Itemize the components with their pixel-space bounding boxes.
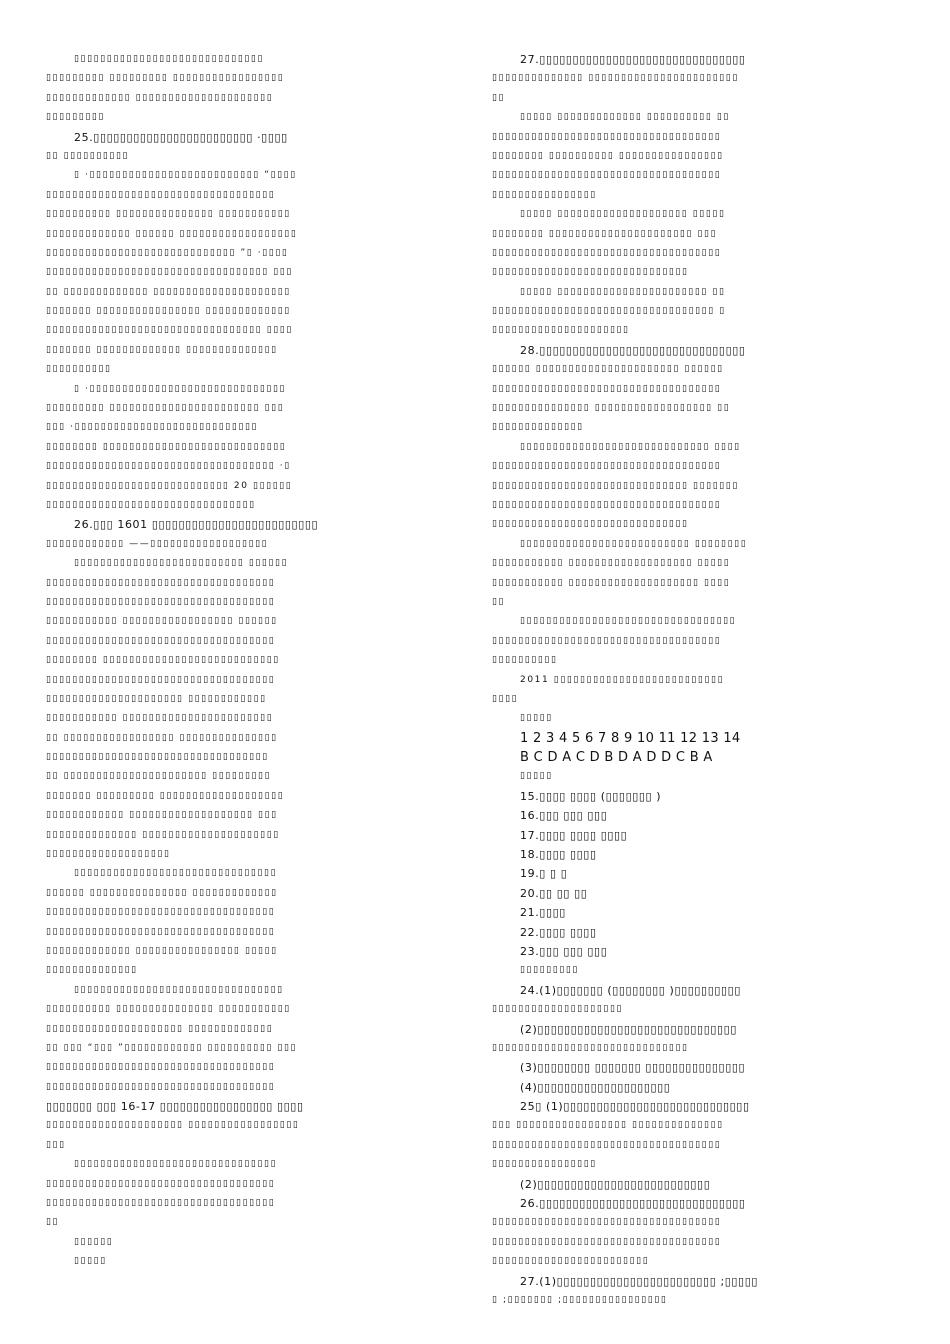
left-column-line: ▯▯▯▯▯▯▯▯▯▯▯▯▯▯▯▯▯▯▯▯▯▯▯▯▯▯▯▯▯▯▯▯▯▯▯: [46, 926, 276, 937]
right-column-line: ▯ ;▯▯▯▯▯▯▯ ;▯▯▯▯▯▯▯▯▯▯▯▯▯▯▯▯: [492, 1295, 668, 1305]
left-column-line: ▯▯▯▯▯▯▯▯▯▯▯▯▯▯▯▯▯▯▯▯▯ ▯▯▯▯▯▯▯▯▯▯▯▯▯▯▯▯▯: [46, 1120, 300, 1131]
left-column-line: ▯▯▯▯▯▯▯▯▯▯▯ ▯▯▯▯▯▯▯▯▯▯▯▯▯▯▯▯▯ ▯▯▯▯▯▯: [46, 616, 278, 627]
right-column-line: ▯▯▯▯▯▯▯▯▯▯▯▯▯▯▯▯▯▯▯▯▯▯▯▯▯▯▯▯▯▯▯▯▯▯▯: [492, 635, 722, 646]
left-column-line: ▯▯▯▯▯▯▯▯▯ ▯▯▯▯▯▯▯▯▯▯▯▯▯▯▯▯▯▯▯▯▯▯▯ ▯▯▯: [46, 403, 285, 414]
left-column-line: ▯▯▯▯▯▯▯▯▯▯▯▯ ——▯▯▯▯▯▯▯▯▯▯▯▯▯▯▯▯▯▯: [46, 538, 269, 549]
right-column-line: ▯▯▯▯▯▯▯▯▯▯▯▯▯▯▯▯▯▯▯▯▯▯▯▯▯▯▯▯▯▯▯▯▯▯▯: [492, 1236, 722, 1247]
right-column-line: 2011 ▯▯▯▯▯▯▯▯▯▯▯▯▯▯▯▯▯▯▯▯▯▯▯▯▯▯: [520, 674, 725, 685]
right-column-line: ▯▯▯▯▯▯▯▯▯▯▯▯▯▯▯▯▯▯▯▯▯▯▯▯: [492, 1256, 650, 1267]
right-column-line: 28.▯▯▯▯▯▯▯▯▯▯▯▯▯▯▯▯▯▯▯▯▯▯▯▯▯▯▯▯▯▯▯: [520, 343, 746, 357]
left-column-line: ▯▯ ▯▯▯▯▯▯▯▯▯▯: [46, 150, 130, 161]
right-column-line: ▯▯▯▯▯▯▯▯▯▯▯▯▯▯▯▯▯▯▯▯▯▯▯▯▯▯▯▯▯▯▯▯▯▯▯: [492, 383, 722, 394]
left-column-line: ▯▯ ▯▯▯▯▯▯▯▯▯▯▯▯▯▯▯▯▯ ▯▯▯▯▯▯▯▯▯▯▯▯▯▯▯: [46, 732, 278, 743]
right-column-line: ▯▯▯▯▯▯▯▯▯▯▯▯▯▯▯▯▯▯▯▯▯▯▯▯▯▯▯▯▯ ▯▯▯▯: [520, 441, 741, 452]
right-column-line: ▯▯▯▯▯▯▯▯▯▯▯▯▯▯▯ ▯▯▯▯▯▯▯▯▯▯▯▯▯▯▯▯▯▯ ▯▯: [492, 403, 731, 414]
left-column-line: ▯▯▯▯▯▯▯▯▯▯▯▯▯▯▯▯▯▯▯▯▯▯▯▯▯▯▯▯▯▯▯▯▯▯▯: [46, 674, 276, 685]
right-column-line: (3)▯▯▯▯▯▯▯▯ ▯▯▯▯▯▯▯ ▯▯▯▯▯▯▯▯▯▯▯▯▯▯▯: [520, 1061, 746, 1075]
right-column-line: ▯▯▯▯▯▯▯▯▯▯▯▯▯▯▯▯▯▯▯▯▯: [492, 325, 630, 336]
left-column-line: ▯▯▯▯▯▯▯▯▯▯▯▯▯▯▯▯▯▯▯▯▯ ▯▯▯▯▯▯▯▯▯▯▯▯: [46, 693, 267, 704]
right-column-line: ▯▯▯▯▯▯▯▯▯▯▯▯▯▯▯▯▯▯▯▯▯▯▯▯▯▯▯▯▯▯▯▯▯▯▯: [492, 247, 722, 258]
right-column-line: 22.▯▯▯▯ ▯▯▯▯: [520, 925, 597, 939]
left-column-line: ▯▯▯▯▯▯▯▯▯▯▯▯▯▯: [46, 965, 138, 976]
right-column-line: (2)▯▯▯▯▯▯▯▯▯▯▯▯▯▯▯▯▯▯▯▯▯▯▯▯▯▯▯▯▯▯: [520, 1022, 737, 1036]
right-column-line: ▯▯▯▯▯▯▯▯▯▯▯▯▯▯▯▯▯▯▯▯▯▯▯▯▯▯▯▯▯▯▯▯▯▯▯: [492, 461, 722, 472]
left-column-line: ▯▯ ▯▯▯ “▯▯▯ ”▯▯▯▯▯▯▯▯▯▯▯▯ ▯▯▯▯▯▯▯▯▯▯ ▯▯▯: [46, 1042, 298, 1053]
right-column-line: ▯▯▯▯▯ ▯▯▯▯▯▯▯▯▯▯▯▯▯▯▯▯▯▯▯▯▯▯▯ ▯▯: [520, 286, 726, 297]
right-column-line: ▯▯▯▯▯▯▯▯▯▯▯▯▯▯▯▯▯▯▯▯▯▯▯▯▯▯▯▯▯▯: [492, 519, 689, 530]
right-column-line: ▯▯▯▯▯▯▯▯▯: [520, 965, 579, 976]
left-column-line: 25.▯▯▯▯▯▯▯▯▯▯▯▯▯▯▯▯▯▯▯▯▯▯▯▯ ·▯▯▯▯: [74, 130, 288, 144]
left-column-line: ▯▯▯▯▯▯▯▯▯▯▯▯▯▯▯▯▯▯▯▯▯▯▯▯▯▯▯▯▯▯▯: [74, 868, 278, 879]
left-column-line: ▯▯▯▯▯▯▯▯ ▯▯▯▯▯▯▯▯▯▯▯▯▯▯▯▯▯▯▯▯▯▯▯▯▯▯▯▯: [46, 441, 287, 452]
right-column-line: 18.▯▯▯▯ ▯▯▯▯: [520, 848, 597, 862]
right-column-line: ▯▯▯▯▯▯▯▯▯▯▯▯▯▯▯▯▯▯▯▯▯▯▯▯▯▯ ▯▯▯▯▯▯▯▯: [520, 538, 748, 549]
right-column-line: ▯▯▯▯▯▯▯▯▯▯▯▯▯▯▯▯▯▯▯▯▯▯▯▯▯▯▯▯▯▯: [492, 1042, 689, 1053]
left-column-line: ▯▯▯▯▯▯▯▯▯▯ ▯▯▯▯▯▯▯▯▯▯▯▯▯▯▯ ▯▯▯▯▯▯▯▯▯▯▯: [46, 209, 291, 220]
left-column-line: ▯▯▯▯▯▯ ▯▯▯▯▯▯▯▯▯▯▯▯▯▯▯ ▯▯▯▯▯▯▯▯▯▯▯▯▯: [46, 887, 278, 898]
right-column-line: ▯▯▯▯▯▯▯▯▯▯▯▯▯▯▯▯▯▯▯▯: [492, 1004, 624, 1015]
right-column-line: ▯▯▯▯▯▯▯▯▯▯▯▯▯▯▯▯: [492, 1159, 597, 1170]
left-column-line: ▯▯▯ ·▯▯▯▯▯▯▯▯▯▯▯▯▯▯▯▯▯▯▯▯▯▯▯▯▯▯▯▯: [46, 422, 259, 433]
right-column-line: ▯▯▯▯▯▯ ▯▯▯▯▯▯▯▯▯▯▯▯▯▯▯▯▯▯▯▯▯▯ ▯▯▯▯▯▯: [492, 364, 724, 375]
left-column-line: ▯▯ ▯▯▯▯▯▯▯▯▯▯▯▯▯▯▯▯▯▯▯▯▯▯ ▯▯▯▯▯▯▯▯▯: [46, 771, 272, 782]
right-column-line: ▯▯▯▯▯▯▯▯▯▯▯▯▯▯: [492, 422, 584, 433]
left-column-line: ▯▯▯▯▯▯▯▯▯▯▯▯▯▯▯▯▯▯▯▯▯▯▯▯▯▯▯▯▯▯▯▯▯▯▯: [46, 1178, 276, 1189]
left-column-line: 26.▯▯▯ 1601 ▯▯▯▯▯▯▯▯▯▯▯▯▯▯▯▯▯▯▯▯▯▯▯▯▯: [74, 518, 319, 532]
left-column-line: ▯▯▯▯▯▯▯▯▯▯▯▯▯▯▯▯▯▯▯▯▯▯▯▯▯▯▯▯▯: [74, 54, 265, 64]
right-column-line: ▯▯▯▯▯▯▯▯ ▯▯▯▯▯▯▯▯▯▯▯▯▯▯▯▯▯▯▯▯▯▯ ▯▯▯: [492, 228, 718, 239]
left-column-line: ▯▯▯▯▯▯▯▯▯▯▯▯▯▯▯▯▯▯▯: [46, 849, 171, 860]
left-column-line: ▯▯: [46, 1217, 60, 1228]
right-column-line: ▯▯▯▯▯▯▯▯▯▯▯▯▯▯▯▯▯▯▯▯▯▯▯▯▯▯▯▯▯▯ ▯▯▯▯▯▯▯: [492, 480, 739, 491]
left-column-line: ▯▯▯▯▯▯▯▯▯▯▯▯▯▯▯▯▯▯▯▯▯▯▯▯▯▯▯▯▯▯▯▯▯▯▯: [46, 907, 276, 918]
left-column-line: ▯▯▯▯▯▯▯▯▯▯▯▯▯▯▯▯▯▯▯▯▯▯▯▯▯▯ ▯▯▯▯▯▯: [74, 558, 289, 569]
right-column-line: ▯▯▯▯▯▯▯▯▯▯▯▯▯▯▯▯▯▯▯▯▯▯▯▯▯▯▯▯▯▯▯▯▯▯▯: [492, 499, 722, 510]
right-column-line: ▯▯▯▯▯▯▯▯▯▯▯▯▯▯▯▯▯▯▯▯▯▯▯▯▯▯▯▯▯▯: [492, 267, 689, 278]
left-column-line: ▯▯▯▯▯▯▯▯▯▯▯▯▯▯▯▯▯▯▯▯▯▯▯▯▯▯▯▯▯▯▯: [74, 1159, 278, 1170]
right-column-line: ▯▯▯▯▯▯▯▯▯▯▯▯▯▯▯▯▯▯▯▯▯▯▯▯▯▯▯▯▯▯▯▯▯▯▯: [492, 1217, 722, 1228]
left-column-line: ▯▯▯▯▯▯▯▯▯▯▯▯▯ ▯▯▯▯▯▯ ▯▯▯▯▯▯▯▯▯▯▯▯▯▯▯▯▯▯: [46, 228, 298, 239]
left-column-line: ▯▯▯▯▯▯▯▯▯▯▯▯▯▯▯▯▯▯▯▯▯▯▯▯▯▯▯▯▯▯▯▯: [46, 499, 256, 510]
right-column-line: ▯▯▯▯▯ ▯▯▯▯▯▯▯▯▯▯▯▯▯▯▯▯▯▯▯▯ ▯▯▯▯▯: [520, 209, 726, 220]
left-column-line: ▯▯▯▯▯▯▯▯▯▯▯▯▯▯▯▯▯▯▯▯▯▯▯▯▯▯▯▯▯ ”▯ ·▯▯▯▯: [46, 247, 289, 258]
left-column-line: ▯▯▯▯▯▯▯▯▯▯▯▯▯▯▯▯▯▯▯▯▯▯▯▯▯▯▯▯▯▯▯▯▯▯: [46, 752, 269, 763]
left-column-line: ▯▯▯▯▯▯▯▯▯▯▯▯▯▯▯▯▯▯▯▯▯▯▯▯▯▯▯▯▯▯▯▯▯▯▯ ·▯: [46, 461, 291, 472]
left-column-line: ▯▯▯▯▯▯▯▯▯▯▯▯ ▯▯▯▯▯▯▯▯▯▯▯▯▯▯▯▯▯▯▯ ▯▯▯: [46, 810, 278, 821]
right-column-line: ▯▯▯▯▯▯▯▯▯▯▯▯▯▯▯▯: [492, 189, 597, 200]
left-column-line: ▯▯▯▯▯▯▯▯▯▯▯▯▯▯▯▯▯▯▯▯▯▯▯▯▯▯▯▯▯▯▯▯▯▯▯: [46, 1198, 276, 1209]
right-column-line: ▯▯▯▯▯▯▯▯▯▯▯▯▯▯▯▯▯▯▯▯▯▯▯▯▯▯▯▯▯▯▯▯▯▯ ▯: [492, 306, 726, 317]
right-column-line: ▯▯▯▯▯ ▯▯▯▯▯▯▯▯▯▯▯▯▯ ▯▯▯▯▯▯▯▯▯▯ ▯▯: [520, 112, 730, 123]
left-column-line: ▯▯▯: [46, 1139, 66, 1150]
right-column: [492, 50, 902, 1310]
right-column-line: 23.▯▯▯ ▯▯▯ ▯▯▯: [520, 944, 608, 958]
right-column-line: 19.▯ ▯ ▯: [520, 867, 568, 881]
left-column-line: ▯▯ ▯▯▯▯▯▯▯▯▯▯▯▯▯ ▯▯▯▯▯▯▯▯▯▯▯▯▯▯▯▯▯▯▯▯▯: [46, 286, 291, 297]
right-column-line: 26.▯▯▯▯▯▯▯▯▯▯▯▯▯▯▯▯▯▯▯▯▯▯▯▯▯▯▯▯▯▯▯: [520, 1197, 746, 1211]
left-column-line: ▯▯▯▯▯▯▯▯▯▯▯▯▯▯▯▯▯▯▯▯▯▯▯▯▯▯▯▯▯▯▯▯▯▯▯: [46, 189, 276, 200]
left-column-line: ▯▯▯▯▯▯▯▯▯▯▯▯▯▯▯▯▯▯▯▯▯▯▯▯▯▯▯▯▯▯▯▯▯▯▯: [46, 577, 276, 588]
left-column-line: ▯▯▯▯▯▯▯▯▯▯▯▯▯▯▯▯▯▯▯▯▯▯▯▯▯▯▯▯▯▯▯▯▯ ▯▯▯▯: [46, 325, 293, 336]
right-column-line: ▯▯▯▯▯▯▯▯▯▯: [492, 655, 558, 666]
right-column-line: ▯▯▯▯▯: [520, 713, 553, 724]
left-column-line: ▯ ·▯▯▯▯▯▯▯▯▯▯▯▯▯▯▯▯▯▯▯▯▯▯▯▯▯▯ “▯▯▯▯: [74, 170, 297, 181]
right-column-line: ▯▯▯▯▯▯▯▯▯▯▯▯▯▯ ▯▯▯▯▯▯▯▯▯▯▯▯▯▯▯▯▯▯▯▯▯▯▯: [492, 73, 739, 84]
left-column-line: ▯▯▯▯▯▯▯▯▯▯▯▯▯ ▯▯▯▯▯▯▯▯▯▯▯▯▯▯▯▯▯▯▯▯▯: [46, 92, 274, 103]
right-column-line: ▯▯: [492, 596, 506, 607]
left-column-line: ▯▯▯▯▯▯▯▯▯▯▯ ▯▯▯▯▯▯▯▯▯▯▯▯▯▯▯▯▯▯▯▯▯▯▯: [46, 713, 274, 724]
right-column-line: 24.(1)▯▯▯▯▯▯▯ (▯▯▯▯▯▯▯▯ )▯▯▯▯▯▯▯▯▯▯: [520, 983, 741, 997]
right-column-line: ▯▯▯▯▯: [520, 771, 553, 782]
right-column-line: (4)▯▯▯▯▯▯▯▯▯▯▯▯▯▯▯▯▯▯▯▯: [520, 1080, 671, 1094]
left-column-line: ▯▯▯▯▯▯▯▯▯▯: [46, 364, 112, 375]
right-column-line: 20.▯▯ ▯▯ ▯▯: [520, 886, 588, 900]
left-column-line: ▯▯▯▯▯: [74, 1256, 107, 1267]
left-column-line: ▯▯▯▯▯▯▯▯▯▯▯▯▯▯▯▯▯▯▯▯▯▯▯▯▯▯▯▯▯▯▯▯▯▯▯: [46, 1062, 276, 1073]
left-column: [46, 50, 446, 1272]
left-column-line: ▯ ·▯▯▯▯▯▯▯▯▯▯▯▯▯▯▯▯▯▯▯▯▯▯▯▯▯▯▯▯▯▯: [74, 383, 287, 394]
left-column-line: ▯▯▯▯▯▯▯▯▯▯▯▯▯▯ ▯▯▯▯▯▯▯▯▯▯▯▯▯▯▯▯▯▯▯▯▯: [46, 829, 280, 840]
left-column-line: ▯▯▯▯▯▯▯▯▯▯▯▯▯▯▯▯▯▯▯▯▯ ▯▯▯▯▯▯▯▯▯▯▯▯▯: [46, 1023, 274, 1034]
left-column-line: ▯▯▯▯▯▯▯▯▯: [46, 112, 105, 123]
left-column-line: ▯▯▯▯▯▯▯▯▯ ▯▯▯▯▯▯▯▯▯ ▯▯▯▯▯▯▯▯▯▯▯▯▯▯▯▯▯: [46, 73, 285, 84]
right-column-line: ▯▯▯▯▯▯▯▯▯▯▯▯▯▯▯▯▯▯▯▯▯▯▯▯▯▯▯▯▯▯▯▯▯▯▯: [492, 131, 722, 142]
right-column-line: 16.▯▯▯ ▯▯▯ ▯▯▯: [520, 809, 608, 823]
left-column-line: ▯▯▯▯▯▯▯▯▯▯ ▯▯▯▯▯▯▯▯▯▯▯▯▯▯▯ ▯▯▯▯▯▯▯▯▯▯▯: [46, 1004, 291, 1015]
left-column-line: ▯▯▯▯▯▯▯ ▯▯▯▯▯▯▯▯▯ ▯▯▯▯▯▯▯▯▯▯▯▯▯▯▯▯▯▯▯: [46, 790, 285, 801]
left-column-line: ▯▯▯▯▯▯▯▯ ▯▯▯▯▯▯▯▯▯▯▯▯▯▯▯▯▯▯▯▯▯▯▯▯▯▯▯: [46, 655, 280, 666]
left-column-line: ▯▯▯▯▯▯▯▯▯▯▯▯▯▯▯▯▯▯▯▯▯▯▯▯▯▯▯▯▯▯▯▯: [74, 984, 284, 995]
right-column-line: 15.▯▯▯▯ ▯▯▯▯ (▯▯▯▯▯▯▯ ): [520, 789, 662, 803]
right-column-line: 27.(1)▯▯▯▯▯▯▯▯▯▯▯▯▯▯▯▯▯▯▯▯▯▯▯▯ ;▯▯▯▯▯: [520, 1274, 759, 1288]
right-column-line: B C D A C D B D A D D C B A: [520, 750, 713, 766]
left-column-line: ▯▯▯▯▯▯▯ ▯▯▯ 16-17 ▯▯▯▯▯▯▯▯▯▯▯▯▯▯▯▯▯ ▯▯▯▯: [46, 1100, 304, 1114]
left-column-line: ▯▯▯▯▯▯▯▯▯▯▯▯▯▯▯▯▯▯▯▯▯▯▯▯▯▯▯▯▯▯▯▯▯▯▯: [46, 635, 276, 646]
right-column-line: (2)▯▯▯▯▯▯▯▯▯▯▯▯▯▯▯▯▯▯▯▯▯▯▯▯▯▯: [520, 1177, 711, 1191]
right-column-line: ▯▯▯▯▯▯▯▯▯▯▯▯▯▯▯▯▯▯▯▯▯▯▯▯▯▯▯▯▯▯▯▯▯▯▯: [492, 1139, 722, 1150]
left-column-line: ▯▯▯▯▯▯▯ ▯▯▯▯▯▯▯▯▯▯▯▯▯▯▯▯ ▯▯▯▯▯▯▯▯▯▯▯▯▯: [46, 306, 291, 317]
left-column-line: ▯▯▯▯▯▯▯▯▯▯▯▯▯▯▯▯▯▯▯▯▯▯▯▯▯▯▯▯ 20 ▯▯▯▯▯▯: [46, 480, 293, 491]
right-column-line: ▯▯▯▯▯▯▯▯▯▯▯▯▯▯▯▯▯▯▯▯▯▯▯▯▯▯▯▯▯▯▯▯▯: [520, 616, 737, 627]
right-column-line: ▯▯: [492, 92, 506, 103]
left-column-line: ▯▯▯▯▯▯: [74, 1236, 114, 1247]
right-column-line: 17.▯▯▯▯ ▯▯▯▯ ▯▯▯▯: [520, 828, 628, 842]
left-column-line: ▯▯▯▯▯▯▯▯▯▯▯▯▯▯▯▯▯▯▯▯▯▯▯▯▯▯▯▯▯▯▯▯▯▯▯: [46, 1081, 276, 1092]
left-column-line: ▯▯▯▯▯▯▯▯▯▯▯▯▯▯▯▯▯▯▯▯▯▯▯▯▯▯▯▯▯▯▯▯▯▯ ▯▯▯: [46, 267, 293, 278]
right-column-line: ▯▯▯ ▯▯▯▯▯▯▯▯▯▯▯▯▯▯▯▯▯ ▯▯▯▯▯▯▯▯▯▯▯▯▯▯: [492, 1120, 724, 1131]
right-column-line: ▯▯▯▯▯▯▯▯▯▯▯▯▯▯▯▯▯▯▯▯▯▯▯▯▯▯▯▯▯▯▯▯▯▯▯: [492, 170, 722, 181]
right-column-line: ▯▯▯▯▯▯▯▯▯▯▯ ▯▯▯▯▯▯▯▯▯▯▯▯▯▯▯▯▯▯▯ ▯▯▯▯▯: [492, 558, 731, 569]
right-column-line: 25▯ (1)▯▯▯▯▯▯▯▯▯▯▯▯▯▯▯▯▯▯▯▯▯▯▯▯▯▯▯▯: [520, 1100, 750, 1114]
right-column-line: ▯▯▯▯: [492, 693, 519, 704]
right-column-line: ▯▯▯▯▯▯▯▯ ▯▯▯▯▯▯▯▯▯▯ ▯▯▯▯▯▯▯▯▯▯▯▯▯▯▯▯: [492, 150, 724, 161]
right-column-line: 1 2 3 4 5 6 7 8 9 10 11 12 13 14: [520, 730, 741, 746]
right-column-line: 21.▯▯▯▯: [520, 906, 566, 920]
right-column-line: 27.▯▯▯▯▯▯▯▯▯▯▯▯▯▯▯▯▯▯▯▯▯▯▯▯▯▯▯▯▯▯▯: [520, 53, 746, 66]
right-column-line: ▯▯▯▯▯▯▯▯▯▯▯ ▯▯▯▯▯▯▯▯▯▯▯▯▯▯▯▯▯▯▯▯ ▯▯▯▯: [492, 577, 731, 588]
left-column-line: ▯▯▯▯▯▯▯▯▯▯▯▯▯▯▯▯▯▯▯▯▯▯▯▯▯▯▯▯▯▯▯▯▯▯▯: [46, 596, 276, 607]
left-column-line: ▯▯▯▯▯▯▯▯▯▯▯▯▯ ▯▯▯▯▯▯▯▯▯▯▯▯▯▯▯▯ ▯▯▯▯▯: [46, 945, 278, 956]
left-column-line: ▯▯▯▯▯▯▯ ▯▯▯▯▯▯▯▯▯▯▯▯▯ ▯▯▯▯▯▯▯▯▯▯▯▯▯▯: [46, 344, 278, 355]
